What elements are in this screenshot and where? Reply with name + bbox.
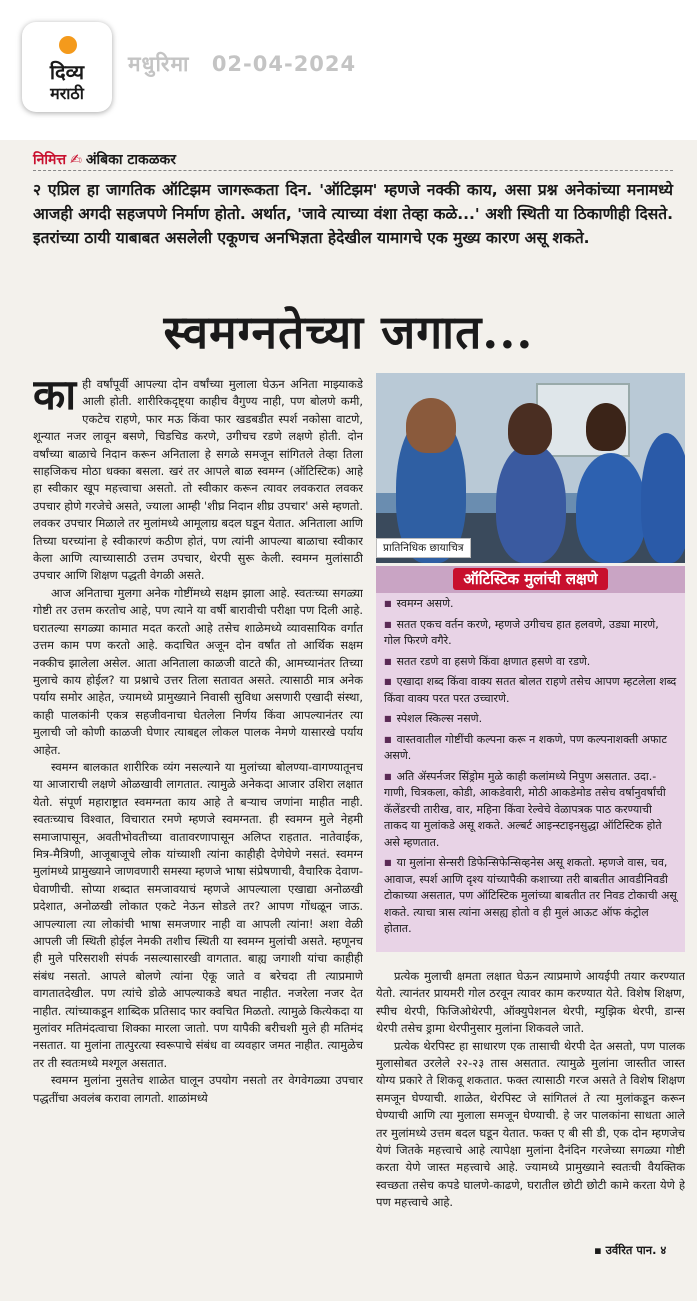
list-item: ■ स्पेशल स्किल्स नसणे. — [384, 711, 677, 728]
edition-info — [128, 50, 370, 78]
article-headline: स्वमग्नतेच्या जगात... — [163, 305, 534, 359]
divya-marathi-logo[interactable] — [22, 22, 112, 112]
student-head — [406, 398, 456, 453]
list-item: ■ सतत रडणे वा हसणे किंवा क्षणात हसणे वा रडणे. — [384, 654, 677, 671]
article-intro: २ एप्रिल हा जागतिक ऑटिझम जागरूकता दिन. 'ऑटिझम' म्हणजे नक्की काय, असा प्रश्न अनेकांच्या मनामध्ये आजही अगदी सहजपणे निर्माण होतो. अर्थात, 'जावे त्याच्या वंशा तेव्हा कळे...' अशी स्थिती या ठिकाणीही दिसते. इतरांच्या ठायी याबाबत असलेली एकूणच अनभिज्ञता हेदेखील यामागचे एक मुख्य कारण असू शकते. — [33, 181, 673, 247]
app-header — [0, 0, 697, 130]
paragraph: काही वर्षांपूर्वी आपल्या दोन वर्षांच्या मुलाला घेऊन अनिता माझ्याकडे आली होती. शारीरिकदृष्ट्या काहीच वैगुण्य नाही, पण बोलणे कमी, एकटेच राहणे, फार मऊ किंवा फार खडबडीत स्पर्श नकोसा वाटणे, शून्यात नजर लावून बसणे, चिडचिड करणे, उगीचच रडणे लक्षणे होती. दोन वर्षांच्या बाळाचे निदान करून अनिताला हे सगळे समजून सांगितले तेव्हा तिला साहजिकच मोठा धक्का बसला. खरं तर आपले बाळ स्वमग्न (ऑटिस्टिक) आहे हा स्वीकार खूप महत्त्वाचा असतो. तो स्वीकार करून त्यावर लवकरात लवकर उपचार होणे गरजेचे असते, ज्याला आम्ही 'शीघ्र निदान शीघ्र उपचार' असे म्हणतो. लवकर उपचार मिळाले तर मुलांमध्ये आमूलाग्र बदल घडून येतात. अनिताला आणि तिच्या घरच्यांना हे स्वीकारणं कठीण होतं, पण त्यांनी आपल्या बाळाचा स्वीकार केला आणि त्याच्यासाठी उत्तम उपचार, थेरपी सुरू केली. स्वमग्न मुलांसाठी उपचार आणि शिक्षण पद्धती वेगळी असते. — [33, 376, 363, 583]
paragraph: स्वमग्न मुलांना नुसतेच शाळेत घालून उपयोग नसतो तर वेगवेगळ्या उपचार पद्धतींचा अवलंब करावा लागतो. शाळांमध्ये — [33, 1073, 363, 1105]
continued-on-page: ▪ उर्वरित पान. ४ — [594, 1243, 667, 1257]
divider — [33, 170, 673, 171]
pen-icon: ✍ — [70, 152, 82, 168]
student-head — [508, 403, 552, 455]
dropcap: का — [33, 376, 77, 419]
list-item: ■ या मुलांना सेन्सरी डिफेन्सिफेन्सिव्हनेस असू शकतो. म्हणजे वास, चव, आवाज, स्पर्श आणि दृश्य यांच्यापैकी कशाच्या तरी बाबतीत आवडीनिवडी टोकाच्या असतात, पण ऑटिस्टिक मुलांच्या बाबतीत तर निवड टोकाची असू शकते. त्याचा त्रास त्यांना असह्य होतो व ही मुलं आऊट ऑफ कंट्रोल होतात. — [384, 855, 677, 938]
student-figure — [496, 443, 566, 563]
list-item: ■ वास्तवातील गोष्टींची कल्पना करू न शकणे, पण कल्पनाशक्ती अफाट असणे. — [384, 732, 677, 765]
symptoms-list — [376, 566, 685, 938]
paragraph: आज अनिताचा मुलगा अनेक गोष्टींमध्ये सक्षम झाला आहे. स्वतःच्या सगळ्या गोष्टी तर उत्तम करतोच आहे, पण त्याने या वर्षी बारावीची परीक्षा पण दिली आहे. घरातल्या सगळ्या कामात मदत करतो आहे तसेच शाळेमध्ये व्यावसायिक वर्गात उत्तम काम पण करतो आहे. कदाचित अजून दोन वर्षांत तो आर्थिक सक्षम नक्कीच झालेला असेल. आता अनिताला काळजी वाटते की, आमच्यानंतर तिच्या मुलाचे काय होईल? या प्रश्नाचे उत्तर तिला सतावत असते. त्यासाठी मात्र अनेक पर्याय समोर आहेत, ज्यामध्ये प्रामुख्याने निवासी सुविधा असणारी एखादी संस्था, काही पालकांनी एकत्र सहजीवनाचा घेतलेला निर्णय किंवा आपल्यानंतर त्या मुलाची जो कोणी काळजी घेणार त्याबद्दल लोकल पालक नेमणे यासारखे पर्याय आहेत. — [33, 585, 363, 757]
logo-line-2: मराठी — [50, 84, 84, 103]
sun-icon — [59, 36, 77, 54]
list-item: ■ एखादा शब्द किंवा वाक्य सतत बोलत राहणे तसेच आपण म्हटलेला शब्द किंवा वाक्य परत परत उच्चारणे. — [384, 674, 677, 707]
paragraph: प्रत्येक थेरपिस्ट हा साधारण एक तासाची थेरपी देत असतो, पण पालक मुलासोबत उरलेले २२-२३ तास असतात. त्यामुळे मुलांना जास्तीत जास्त योग्य प्रकारे ते शिकवू शकतात. फक्त त्यासाठी गरज असते ते विशेष शिक्षण समजून घेण्याची. शाळेत, थेरपिस्ट जे सांगितलं ते त्या मुलांकडून करून घेण्याची आणि त्या मुलाला समजून घेण्याची. हे जर पालकांना साधता आले तर मुलांमध्ये उत्तम बदल घडून येतात. फक्त ए बी सी डी, एक दोन म्हणजेच येणं जितके महत्त्वाचे आहे त्यापेक्षा मुलांना दैनंदिन गरजेच्या सगळ्या गोष्टी करता येणे जास्त महत्त्वाचे आहे. ज्यामध्ये प्रामुख्याने स्वतःची वैयक्तिक स्वच्छता तसेच कपडे घालणे-काढणे, घरातील छोटी छोटी कामे करता येणे हे पण महत्त्वाचे आहे. — [376, 1038, 685, 1210]
edition-date: 02-04-2024 — [211, 52, 357, 76]
student-head — [586, 403, 626, 451]
logo-line-1: दिव्य — [49, 60, 85, 84]
list-item: ■ स्वमग्न असणे. — [384, 596, 677, 613]
column-kicker: निमित्त — [33, 152, 67, 168]
symptoms-box-title: ऑटिस्टिक मुलांची लक्षणे — [376, 566, 685, 593]
author-name: अंबिका टाकळकर — [85, 152, 176, 168]
supplement-name: मधुरिमा — [128, 52, 190, 76]
paragraph: स्वमग्न बालकात शारीरिक व्यंग नसल्याने या मुलांच्या बोलण्या-वागण्यातूनच या आजाराची लक्षणे ओळखावी लागतात. त्यामुळे अनेकदा आजार उशिरा लक्षात येतो. संपूर्ण महाराष्ट्रात स्वमग्नता काय आहे ते बऱ्याच जणांना माहीत नाही. स्वतःच्याच विश्वात, विचारात रमणे म्हणजे स्वमग्नता. ही स्वमग्न मुले नेहमी समाजापासून, अवतीभोवतीच्या वातावरणापासून अलिप्त राहतात. नातेवाईक, मित्र-मैत्रिणी, आजूबाजूचे लोक यांच्याशी त्यांना काहीही देणेघेणे नसतं. स्वमग्न मुलांमध्ये प्रामुख्याने जाणवणारी समस्या म्हणजे भाषा संप्रेषणाची, वैचारिक देवाण-घेवाणीची. सोप्या शब्दात समजावयाचं म्हणजे आपल्याला एखाद्या अनोळखी प्रदेशात, अनोळखी लोकात एकटे नेऊन सोडले तर? आपण गोंधळून जाऊ. आपल्याला त्या लोकांची भाषा समजणार नाही वा आपली त्यांना! अशा वेळी आपली जी स्थिती होईल नेमकी तशीच स्थिती या स्वमग्न मुलांची असते. म्हणूनच ही मुले परिसराशी संपर्क नसल्यासारखी वागतात. बाह्य जगाशी यांचा काहीही संबंध नसतो. आपले बोलणे त्यांना ऐकू जाते व बरेचदा ती त्याप्रमाणे वागतातदेखील. पण त्यांचे डोळे आपल्याकडे बघत नाहीत. नजरेला नजर देत नाहीत. त्यांच्याकडून शाब्दिक प्रतिसाद फार क्वचित मिळतो. त्यामुळे कित्येकदा या मुलांवर मतिमंदत्वाचा शिक्का मारला जातो. पण यापैकी बरीचशी मुले ही मतिमंद नसतात. या मुलांना तात्पुरत्या स्वरूपाचे संबंध वा व्यवहार जमत नाहीत. त्यामुळेच तर ती स्वतःमध्ये मश्गूल असतात. — [33, 759, 363, 1070]
byline — [33, 150, 176, 169]
list-item: ■ अति ॲस्पर्नजर सिंड्रोम मुळे काही कलांमध्ये निपुण असतात. उदा.- गाणी, चित्रकला, कोडी, आकडेवारी, मोठी आकडेमोड तसेच वर्षानुवर्षांची कॅलेंडरची तारीख, वार, महिना किंवा रेल्वेचे वेळापत्रक पाठ करण्याची ताकद या मुलांकडे असू शकते. अल्बर्ट आइन्स्टाइनसुद्धा ऑटिस्टिक होते असे म्हणतात. — [384, 769, 677, 852]
student-figure — [576, 453, 646, 563]
left-column — [33, 376, 363, 1266]
representative-photo — [376, 373, 685, 563]
photo-caption: प्रातिनिधिक छायाचित्र — [376, 538, 471, 558]
student-figure — [641, 433, 685, 563]
right-column — [376, 968, 685, 1268]
paragraph: प्रत्येक मुलाची क्षमता लक्षात घेऊन त्याप्रमाणे आयईपी तयार करण्यात येतो. त्यानंतर प्रायमरी गोल ठरवून त्यावर काम करण्यात येते. विशेष शिक्षण, स्पीच थेरपी, फिजिओथेरपी, ऑक्युपेशनल थेरपी, म्युझिक थेरपी, डान्स थेरपी तसेच ड्रामा थेरपीनुसार मुलांना शिकवले जाते. — [376, 969, 685, 1036]
symptoms-box — [376, 566, 685, 952]
list-item: ■ सतत एकच वर्तन करणे, म्हणजे उगीचच हात हलवणे, उड्या मारणे, गोल फिरणे वगैरे. — [384, 617, 677, 650]
